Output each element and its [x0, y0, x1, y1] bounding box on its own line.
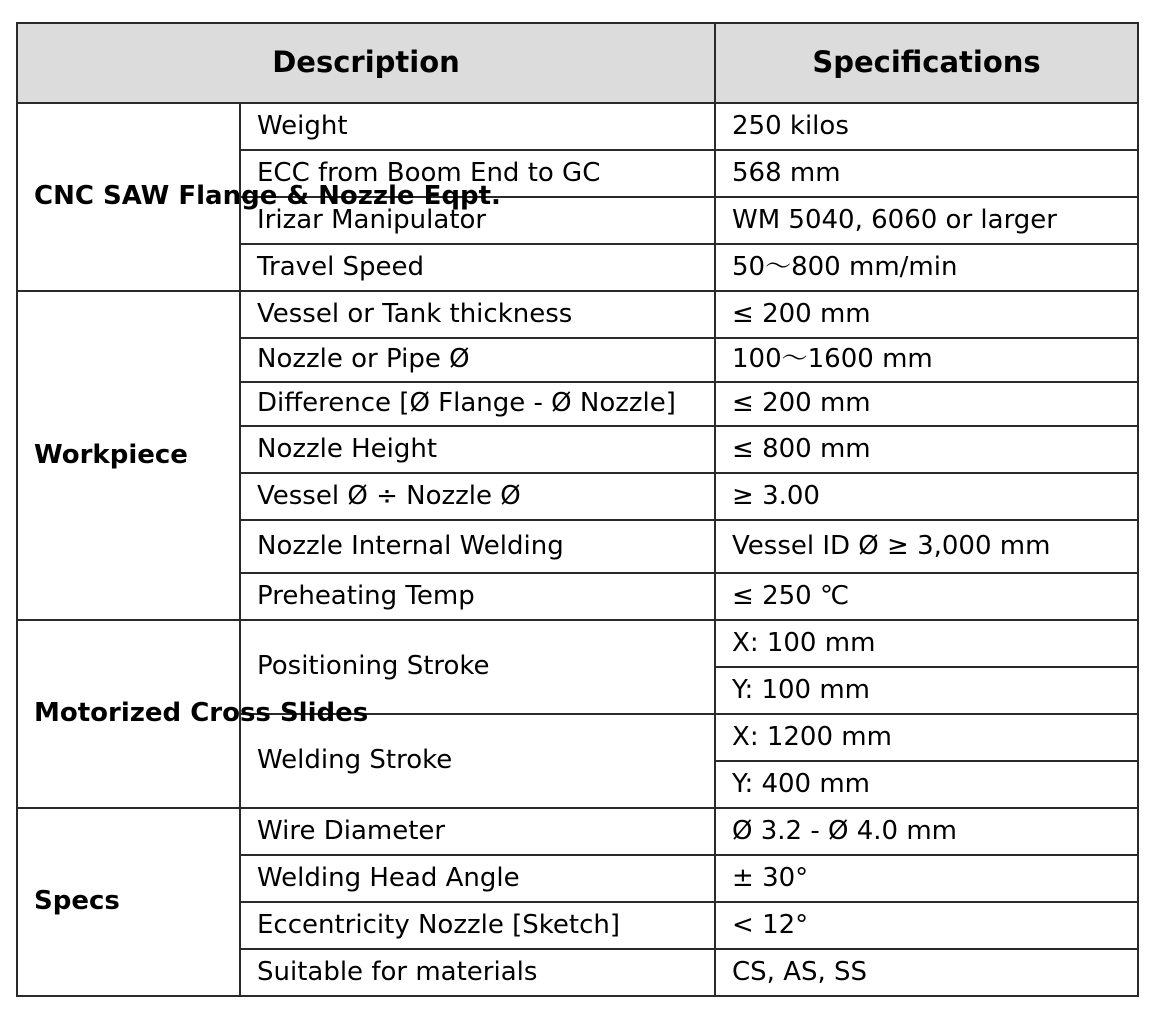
row-description: Vessel or Tank thickness	[240, 291, 715, 338]
row-specification: ± 30°	[715, 855, 1138, 902]
row-specification: ≥ 3.00	[715, 473, 1138, 520]
group-label-specs: Specs	[17, 808, 240, 996]
table-row	[17, 291, 1138, 338]
row-specification: ≤ 200 mm	[715, 291, 1138, 338]
table-row	[17, 620, 1138, 667]
row-description: Welding Head Angle	[240, 855, 715, 902]
row-specification: ≤ 800 mm	[715, 426, 1138, 473]
row-specification-x: X: 1200 mm	[715, 714, 1138, 761]
row-specification: ≤ 200 mm	[715, 382, 1138, 426]
row-description: Suitable for materials	[240, 949, 715, 996]
row-specification: 50～800 mm/min	[715, 244, 1138, 291]
row-description: Difference [Ø Flange - Ø Nozzle]	[240, 382, 715, 426]
row-description: Irizar Manipulator	[240, 197, 715, 244]
row-specification: 250 kilos	[715, 103, 1138, 150]
row-description: Nozzle Internal Welding	[240, 520, 715, 573]
row-specification: CS, AS, SS	[715, 949, 1138, 996]
group-label-workpiece: Workpiece	[17, 291, 240, 620]
row-specification-y: Y: 100 mm	[715, 667, 1138, 714]
specification-table	[16, 22, 1139, 997]
row-description: ECC from Boom End to GC	[240, 150, 715, 197]
row-description: Positioning Stroke	[240, 620, 715, 714]
row-specification-x: X: 100 mm	[715, 620, 1138, 667]
row-description: Preheating Temp	[240, 573, 715, 620]
header-specifications: Specifications	[715, 23, 1138, 103]
row-description: Weight	[240, 103, 715, 150]
header-description: Description	[17, 23, 715, 103]
row-specification: Vessel ID Ø ≥ 3,000 mm	[715, 520, 1138, 573]
row-specification: WM 5040, 6060 or larger	[715, 197, 1138, 244]
row-description: Welding Stroke	[240, 714, 715, 808]
group-label-motorized-cross-slides: Motorized Cross Slides	[17, 620, 240, 808]
row-description: Eccentricity Nozzle [Sketch]	[240, 902, 715, 949]
row-description: Wire Diameter	[240, 808, 715, 855]
row-description: Travel Speed	[240, 244, 715, 291]
header-row	[17, 23, 1138, 103]
table-row	[17, 103, 1138, 150]
row-specification: ≤ 250 ℃	[715, 573, 1138, 620]
row-specification: < 12°	[715, 902, 1138, 949]
row-specification-y: Y: 400 mm	[715, 761, 1138, 808]
table-row	[17, 808, 1138, 855]
row-specification: 568 mm	[715, 150, 1138, 197]
row-specification: 100～1600 mm	[715, 338, 1138, 382]
row-description: Nozzle or Pipe Ø	[240, 338, 715, 382]
row-description: Vessel Ø ÷ Nozzle Ø	[240, 473, 715, 520]
group-label-cnc-saw: CNC SAW Flange & Nozzle Eqpt.	[17, 103, 240, 291]
row-specification: Ø 3.2 - Ø 4.0 mm	[715, 808, 1138, 855]
row-description: Nozzle Height	[240, 426, 715, 473]
